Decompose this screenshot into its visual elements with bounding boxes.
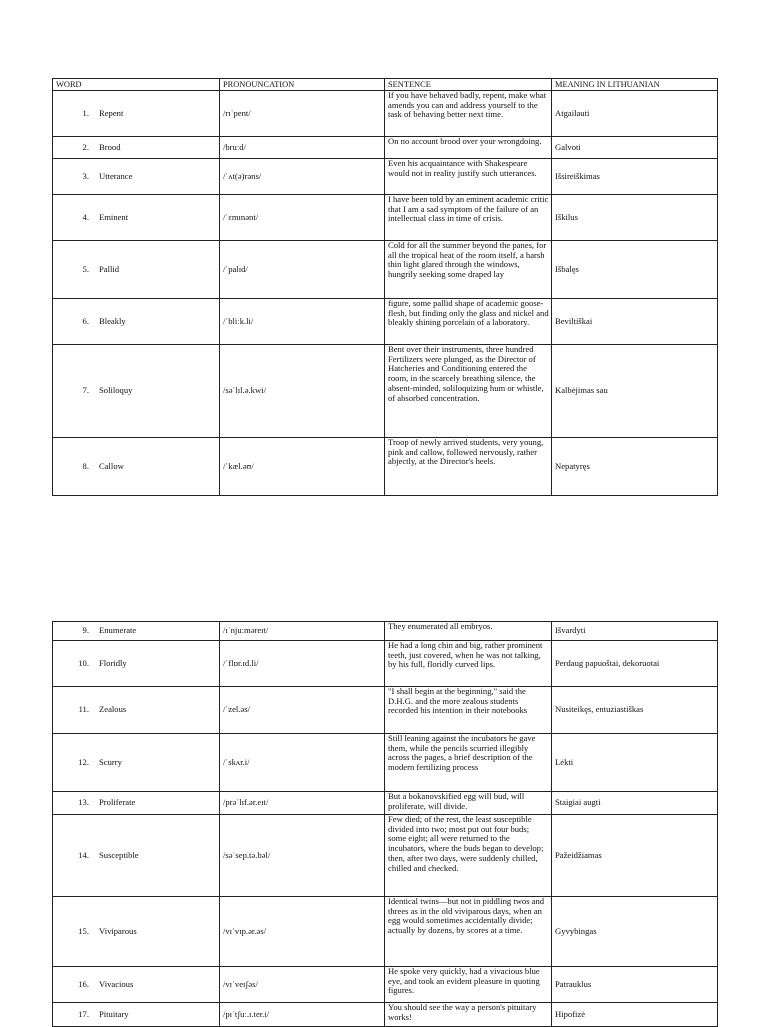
table-row xyxy=(53,345,718,438)
word-cell xyxy=(53,687,220,734)
sentence-cell: They enumerated all embryos. xyxy=(385,622,552,641)
meaning-cell: Išbalęs xyxy=(552,241,718,299)
pronounciation-cell: /ˈzel.əs/ xyxy=(220,687,385,734)
sentence-cell: You should see the way a person's pituitary works! xyxy=(385,1003,552,1027)
pronounciation-cell: /ˈskʌr.i/ xyxy=(220,734,385,792)
table-row xyxy=(53,967,718,1003)
table-header-row xyxy=(53,79,718,91)
table-row xyxy=(53,137,718,159)
row-number: 9. xyxy=(82,625,89,636)
word-cell xyxy=(53,967,220,1003)
header-sentence: SENTENCE xyxy=(385,79,552,91)
header-meaning: MEANING IN LITHUANIAN xyxy=(552,79,718,91)
pronounciation-cell: /ˈʌt(ə)rəns/ xyxy=(220,159,385,195)
vocabulary-table-2 xyxy=(52,621,718,1027)
table-row xyxy=(53,159,718,195)
table-row xyxy=(53,897,718,967)
row-number: 13. xyxy=(78,797,89,808)
table-row xyxy=(53,91,718,137)
word-cell xyxy=(53,345,220,438)
meaning-cell: Lėkti xyxy=(552,734,718,792)
row-number: 14. xyxy=(78,849,89,860)
pronounciation-cell: /ɪˈnjuːməreɪt/ xyxy=(220,622,385,641)
word-text: Repent xyxy=(99,107,124,118)
word-cell xyxy=(53,641,220,687)
meaning-cell: Išsireiškimas xyxy=(552,159,718,195)
meaning-cell: Išvardyti xyxy=(552,622,718,641)
row-number: 10. xyxy=(78,657,89,668)
word-cell xyxy=(53,91,220,137)
row-number: 7. xyxy=(82,385,89,396)
table-row xyxy=(53,641,718,687)
header-pronounciation: PRONOUNCATION xyxy=(220,79,385,91)
sentence-cell: But a bokanovskified egg will bud, will proliferate, will divide. xyxy=(385,792,552,815)
word-text: Vivacious xyxy=(99,978,134,989)
word-text: Zealous xyxy=(99,704,127,715)
word-cell xyxy=(53,897,220,967)
pronounciation-cell: /səˈlɪl.ə.kwi/ xyxy=(220,345,385,438)
word-cell xyxy=(53,1003,220,1027)
sentence-cell: He had a long chin and big, rather prominent teeth, just covered, when he was not talking, by his full, floridly curved lips. xyxy=(385,641,552,687)
word-cell xyxy=(53,622,220,641)
meaning-cell: Atgailauti xyxy=(552,91,718,137)
pronounciation-cell: /ˈkæl.əʊ/ xyxy=(220,438,385,496)
table-row xyxy=(53,734,718,792)
sentence-cell: He spoke very quickly, had a vivacious blue eye, and took an evident pleasure in quoting figures. xyxy=(385,967,552,1003)
word-text: Viviparous xyxy=(99,925,137,936)
word-text: Brood xyxy=(99,141,121,152)
sentence-cell: figure, some pallid shape of academic goose-flesh, but finding only the glass and nickel and bleakly shining porcelain of a laboratory. xyxy=(385,299,552,345)
word-cell xyxy=(53,159,220,195)
meaning-cell: Nusiteikęs, entuziastiškas xyxy=(552,687,718,734)
vocabulary-table-1 xyxy=(52,78,718,496)
word-cell xyxy=(53,241,220,299)
meaning-cell: Staigiai augti xyxy=(552,792,718,815)
word-cell xyxy=(53,299,220,345)
word-text: Enumerate xyxy=(99,625,137,636)
word-text: Proliferate xyxy=(99,797,136,808)
meaning-cell: Pažeidžiamas xyxy=(552,815,718,897)
word-text: Soliloquy xyxy=(99,385,133,396)
row-number: 6. xyxy=(82,315,89,326)
word-cell xyxy=(53,815,220,897)
meaning-cell: Patrauklus xyxy=(552,967,718,1003)
meaning-cell: Hipofizė xyxy=(552,1003,718,1027)
table-row xyxy=(53,241,718,299)
row-number: 5. xyxy=(82,263,89,274)
meaning-cell: Perdaug papuoštai, dekoruotai xyxy=(552,641,718,687)
pronounciation-cell: /rɪˈpent/ xyxy=(220,91,385,137)
word-text: Floridly xyxy=(99,657,127,668)
table-row xyxy=(53,687,718,734)
table-row xyxy=(53,1003,718,1027)
word-text: Scurry xyxy=(99,756,122,767)
table-row xyxy=(53,792,718,815)
meaning-cell: Iškilus xyxy=(552,195,718,241)
pronounciation-cell: /ˈpalɪd/ xyxy=(220,241,385,299)
pronounciation-cell: /səˈsep.tə.bəl/ xyxy=(220,815,385,897)
word-text: Callow xyxy=(99,460,124,471)
row-number: 8. xyxy=(82,460,89,471)
sentence-cell: I have been told by an eminent academic critic that I am a sad symptom of the failure of an intellectual class in time of crisis. xyxy=(385,195,552,241)
row-number: 12. xyxy=(78,756,89,767)
word-text: Bleakly xyxy=(99,315,126,326)
word-cell xyxy=(53,734,220,792)
row-number: 16. xyxy=(78,978,89,989)
row-number: 1. xyxy=(82,107,89,118)
table-row xyxy=(53,299,718,345)
word-text: Susceptible xyxy=(99,849,139,860)
pronounciation-cell: /ˈɛmɪnənt/ xyxy=(220,195,385,241)
word-text: Eminent xyxy=(99,211,129,222)
row-number: 3. xyxy=(82,170,89,181)
pronounciation-cell: /ˈbliːk.li/ xyxy=(220,299,385,345)
pronounciation-cell: /pɪˈtʃuː.ɪ.ter.i/ xyxy=(220,1003,385,1027)
row-number: 17. xyxy=(78,1008,89,1019)
sentence-cell: Even his acquaintance with Shakespeare would not in reality justify such utterances. xyxy=(385,159,552,195)
word-cell xyxy=(53,792,220,815)
word-text: Pituitary xyxy=(99,1008,129,1019)
sentence-cell: On no account brood over your wrongdoing. xyxy=(385,137,552,159)
row-number: 11. xyxy=(78,704,89,715)
pronounciation-cell: /ˈflɒr.ɪd.li/ xyxy=(220,641,385,687)
meaning-cell: Beviltiškai xyxy=(552,299,718,345)
word-cell xyxy=(53,195,220,241)
pronounciation-cell: /vɪˈveɪʃəs/ xyxy=(220,967,385,1003)
table-row xyxy=(53,815,718,897)
sentence-cell: "I shall begin at the beginning," said the D.H.G. and the more zealous students recorded his intention in their notebooks xyxy=(385,687,552,734)
table-row xyxy=(53,622,718,641)
meaning-cell: Nepatyręs xyxy=(552,438,718,496)
pronounciation-cell: /vɪˈvɪp.ər.əs/ xyxy=(220,897,385,967)
word-cell xyxy=(53,438,220,496)
meaning-cell: Kalbėjimas sau xyxy=(552,345,718,438)
meaning-cell: Galvoti xyxy=(552,137,718,159)
table-row xyxy=(53,195,718,241)
sentence-cell: If you have behaved badly, repent, make what amends you can and address yourself to the task of behaving better next time. xyxy=(385,91,552,137)
row-number: 4. xyxy=(82,211,89,222)
sentence-cell: Troop of newly arrived students, very young, pink and callow, followed nervously, rather abjectly, at the Director's heels. xyxy=(385,438,552,496)
header-word: WORD xyxy=(53,79,220,91)
word-cell xyxy=(53,137,220,159)
sentence-cell: Bent over their instruments, three hundred Fertilizers were plunged, as the Director of Hatcheries and Conditioning entered the room, in the scarcely breathing silence, the absent-minded, soliloquizing hum or whistle, of absorbed concentration. xyxy=(385,345,552,438)
row-number: 15. xyxy=(78,925,89,936)
sentence-cell: Identical twins—but not in piddling twos and threes as in the old viviparous days, when an egg would sometimes accidentally divide; actually by dozens, by scores at a time. xyxy=(385,897,552,967)
pronounciation-cell: /prəˈlɪf.ər.eɪt/ xyxy=(220,792,385,815)
meaning-cell: Gyvybingas xyxy=(552,897,718,967)
sentence-cell: Cold for all the summer beyond the panes, for all the tropical heat of the room itself, a harsh thin light glared through the windows, hungrily seeking some draped lay xyxy=(385,241,552,299)
word-text: Pallid xyxy=(99,263,120,274)
word-text: Utterance xyxy=(99,170,133,181)
row-number: 2. xyxy=(82,141,89,152)
sentence-cell: Still leaning against the incubators he gave them, while the pencils scurried illegibly across the pages, a brief description of the modern fertilizing process xyxy=(385,734,552,792)
sentence-cell: Few died; of the rest, the least susceptible divided into two; most put out four buds; some eight; all were returned to the incubators, where the buds began to develop; then, after two days, were suddenly chilled, chilled and checked. xyxy=(385,815,552,897)
pronounciation-cell: /bruːd/ xyxy=(220,137,385,159)
table-row xyxy=(53,438,718,496)
